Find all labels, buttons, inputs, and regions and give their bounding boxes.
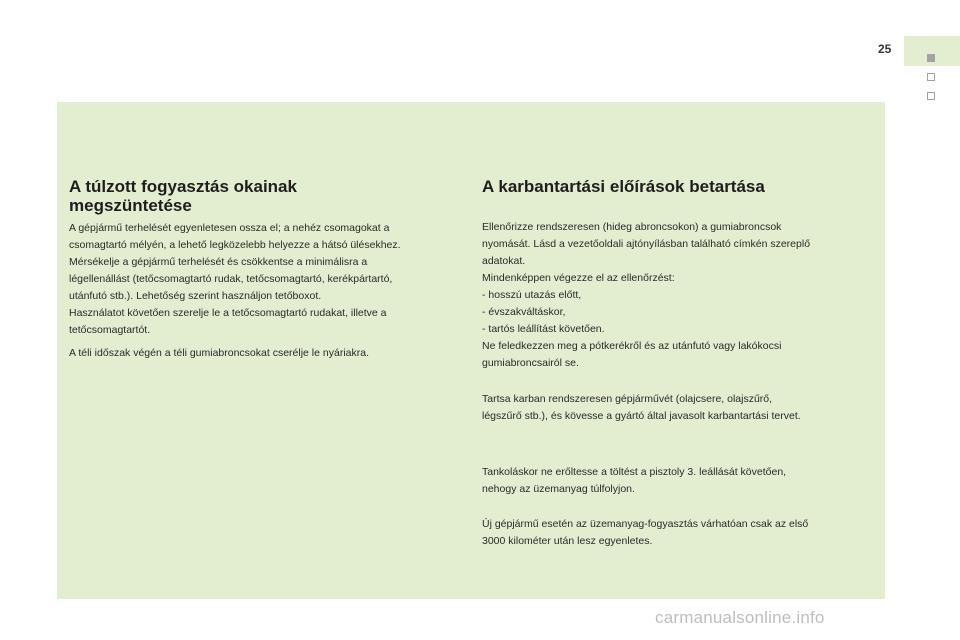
text-line: utánfutó stb.). Lehetőség szerint használjon tetőboxot. xyxy=(69,290,322,302)
text-line: Mérsékelje a gépjármű terhelését és csökkentse a minimálisra a xyxy=(69,256,368,268)
text-line: Mindenképpen végezze el az ellenőrzést: xyxy=(482,272,675,284)
chapter-marker-empty xyxy=(927,92,935,100)
text-line: 3000 kilométer után lesz egyenletes. xyxy=(482,535,653,547)
text-line: csomagtartó mélyén, a lehető legközelebb helyezze a hátsó ülésekhez. xyxy=(69,239,401,251)
list-item: - hosszú utazás előtt, xyxy=(482,289,582,301)
text-line: Tartsa karban rendszeresen gépjárművét (olajcsere, olajszűrő, xyxy=(482,393,773,405)
winter-tyres-paragraph: A téli időszak végén a téli gumiabroncsokat cserélje le nyáriakra. xyxy=(69,347,369,359)
title-line: A túlzott fogyasztás okainak xyxy=(69,177,297,196)
refuelling-paragraph xyxy=(482,464,874,498)
text-line: légellenállást (tetőcsomagtartó rudak, tetőcsomagtartó, kerékpártartó, xyxy=(69,273,393,285)
text-line: nyomását. Lásd a vezetőoldali ajtónyílásban található címkén szereplő xyxy=(482,238,811,250)
chapter-marker-filled xyxy=(927,54,935,62)
content-panel xyxy=(57,102,885,599)
text-line: gumiabroncsairól se. xyxy=(482,357,579,369)
text-line: Új gépjármű esetén az üzemanyag-fogyasztás várhatóan csak az első xyxy=(482,518,809,530)
title-line: megszüntetése xyxy=(69,196,192,215)
text-line: adatokat. xyxy=(482,255,526,267)
service-paragraph xyxy=(482,391,874,425)
list-item: - tartós leállítást követően. xyxy=(482,323,605,335)
load-paragraph xyxy=(69,220,469,339)
tyre-pressure-paragraph xyxy=(482,219,874,372)
text-line: tetőcsomagtartót. xyxy=(69,324,151,336)
watermark: carmanualsonline.info xyxy=(655,608,825,627)
list-item: - évszakváltáskor, xyxy=(482,306,566,318)
new-vehicle-paragraph xyxy=(482,516,874,550)
chapter-marker-empty xyxy=(927,73,935,81)
text-line: Ellenőrizze rendszeresen (hideg abroncsokon) a gumiabroncsok xyxy=(482,221,782,233)
page-number: 25 xyxy=(878,42,892,56)
text-line: Ne feledkezzen meg a pótkerékről és az utánfutó vagy lakókocsi xyxy=(482,340,782,352)
text-line: nehogy az üzemanyag túlfolyjon. xyxy=(482,483,635,495)
section-title-maintenance: A karbantartási előírások betartása xyxy=(482,177,765,196)
text-line: A gépjármű terhelését egyenletesen ossza el; a nehéz csomagokat a xyxy=(69,222,390,234)
text-line: Használatot követően szerelje le a tetőcsomagtartó rudakat, illetve a xyxy=(69,307,387,319)
section-title-excess-consumption xyxy=(69,177,369,215)
text-line: Tankoláskor ne erőltesse a töltést a pisztoly 3. leállását követően, xyxy=(482,466,787,478)
text-line: légszűrő stb.), és kövesse a gyártó által javasolt karbantartási tervet. xyxy=(482,410,801,422)
